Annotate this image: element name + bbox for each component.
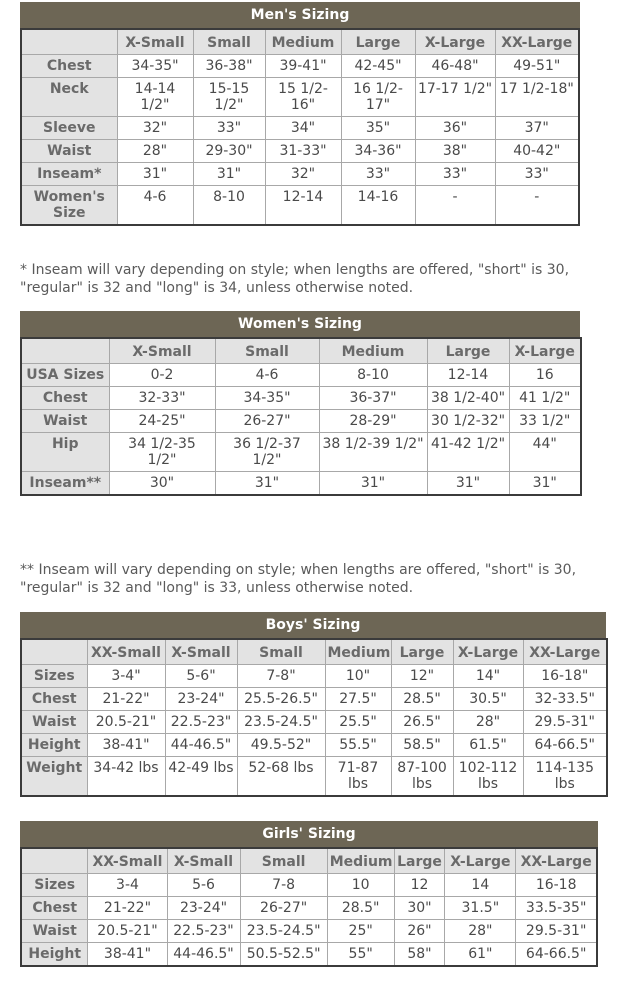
size-cell: 34 1/2-35 1/2" <box>109 433 215 472</box>
table-row <box>21 433 581 472</box>
size-cell: 22.5-23" <box>167 920 240 943</box>
size-column-header: X-Large <box>509 338 581 364</box>
size-cell: 34-35" <box>117 55 193 78</box>
size-column-header: X-Large <box>453 639 523 665</box>
size-cell: 31" <box>117 163 193 186</box>
size-cell: 3-4 <box>88 874 167 897</box>
size-cell: 15-15 1/2" <box>193 78 265 117</box>
size-cell: 34-36" <box>341 140 415 163</box>
table-row <box>21 665 607 688</box>
table-row <box>21 943 597 967</box>
size-cell: 23-24" <box>165 688 237 711</box>
size-cell: 17-17 1/2" <box>415 78 495 117</box>
size-cell: 28" <box>453 711 523 734</box>
size-cell: 38 1/2-40" <box>427 387 509 410</box>
size-cell: 32" <box>117 117 193 140</box>
size-cell: 33 1/2" <box>509 410 581 433</box>
table-row <box>21 186 579 226</box>
boys-sizing-table <box>20 638 608 797</box>
size-cell: 31-33" <box>265 140 341 163</box>
size-cell: 64-66.5" <box>516 943 597 967</box>
size-cell: 7-8" <box>237 665 325 688</box>
size-cell: 16-18 <box>516 874 597 897</box>
size-cell: 38-41" <box>88 943 167 967</box>
size-column-header: Small <box>193 29 265 55</box>
size-cell: 4-6 <box>117 186 193 226</box>
size-column-header: Large <box>394 848 445 874</box>
size-column-header: X-Small <box>109 338 215 364</box>
size-cell: 29.5-31" <box>523 711 607 734</box>
row-label: Chest <box>21 688 87 711</box>
size-cell: 31" <box>319 472 427 496</box>
mens-sizing-title: Men's Sizing <box>20 2 580 28</box>
size-cell: 71-87 lbs <box>325 757 391 797</box>
size-cell: 58" <box>394 943 445 967</box>
size-cell: 24-25" <box>109 410 215 433</box>
row-label: Chest <box>21 897 88 920</box>
size-cell: 40-42" <box>495 140 579 163</box>
size-cell: 15 1/2-16" <box>265 78 341 117</box>
size-column-header: Medium <box>325 639 391 665</box>
row-label: Inseam** <box>21 472 109 496</box>
row-label: Sleeve <box>21 117 117 140</box>
size-cell: 30" <box>109 472 215 496</box>
size-column-header: Medium <box>319 338 427 364</box>
size-cell: 28.5" <box>391 688 453 711</box>
boys-sizing-title: Boys' Sizing <box>20 612 606 638</box>
row-label: Inseam* <box>21 163 117 186</box>
row-label: Height <box>21 943 88 967</box>
row-label: Women's Size <box>21 186 117 226</box>
size-cell: 12" <box>391 665 453 688</box>
size-cell: 30" <box>394 897 445 920</box>
size-cell: 32-33.5" <box>523 688 607 711</box>
size-cell: 46-48" <box>415 55 495 78</box>
size-cell: 36" <box>415 117 495 140</box>
table-row <box>21 688 607 711</box>
size-column-header: Large <box>427 338 509 364</box>
size-cell: 49-51" <box>495 55 579 78</box>
size-cell: 34" <box>265 117 341 140</box>
header-row <box>21 848 597 874</box>
size-cell: 42-45" <box>341 55 415 78</box>
size-cell: 12-14 <box>265 186 341 226</box>
size-column-header: X-Small <box>165 639 237 665</box>
size-cell: 5-6 <box>167 874 240 897</box>
size-cell: 14 <box>445 874 516 897</box>
size-cell: 32" <box>265 163 341 186</box>
row-label: Hip <box>21 433 109 472</box>
size-cell: - <box>415 186 495 226</box>
size-cell: 34-35" <box>215 387 319 410</box>
size-cell: 29-30" <box>193 140 265 163</box>
size-cell: 26" <box>394 920 445 943</box>
size-cell: 44" <box>509 433 581 472</box>
row-label: Height <box>21 734 87 757</box>
size-cell: 26-27" <box>215 410 319 433</box>
size-column-header: X-Small <box>117 29 193 55</box>
size-column-header: XX-Large <box>516 848 597 874</box>
womens-sizing-title: Women's Sizing <box>20 311 580 337</box>
table-row <box>21 472 581 496</box>
size-cell: 22.5-23" <box>165 711 237 734</box>
size-cell: 42-49 lbs <box>165 757 237 797</box>
table-row <box>21 140 579 163</box>
row-label: Sizes <box>21 665 87 688</box>
size-cell: 31" <box>509 472 581 496</box>
size-cell: 31" <box>215 472 319 496</box>
size-cell: 27.5" <box>325 688 391 711</box>
size-cell: 8-10 <box>193 186 265 226</box>
size-cell: 16 <box>509 364 581 387</box>
size-cell: 49.5-52" <box>237 734 325 757</box>
size-cell: 26.5" <box>391 711 453 734</box>
size-cell: 5-6" <box>165 665 237 688</box>
corner-header <box>21 639 87 665</box>
size-cell: 25.5" <box>325 711 391 734</box>
size-column-header: XX-Large <box>495 29 579 55</box>
size-cell: 14-16 <box>341 186 415 226</box>
womens-sizing-table <box>20 337 582 496</box>
size-cell: 33.5-35" <box>516 897 597 920</box>
size-cell: 38" <box>415 140 495 163</box>
size-cell: 21-22" <box>87 688 165 711</box>
size-cell: 35" <box>341 117 415 140</box>
size-cell: 23-24" <box>167 897 240 920</box>
size-cell: 102-112 lbs <box>453 757 523 797</box>
size-cell: 8-10 <box>319 364 427 387</box>
table-row <box>21 163 579 186</box>
size-column-header: X-Small <box>167 848 240 874</box>
size-cell: 21-22" <box>88 897 167 920</box>
size-cell: 36 1/2-37 1/2" <box>215 433 319 472</box>
size-cell: 44-46.5" <box>167 943 240 967</box>
table-row <box>21 874 597 897</box>
table-row <box>21 387 581 410</box>
size-cell: 33" <box>193 117 265 140</box>
size-cell: 34-42 lbs <box>87 757 165 797</box>
size-cell: 29.5-31" <box>516 920 597 943</box>
size-column-header: X-Large <box>415 29 495 55</box>
boys-sizing-block <box>20 612 606 797</box>
row-label: Sizes <box>21 874 88 897</box>
size-cell: 31.5" <box>445 897 516 920</box>
mens-inseam-note: * Inseam will vary depending on style; when lengths are offered, "short" is 30, "regular" is 32 and "long" is 34, unless otherwise noted. <box>20 262 570 296</box>
size-cell: 36-37" <box>319 387 427 410</box>
header-row <box>21 29 579 55</box>
size-cell: 38 1/2-39 1/2" <box>319 433 427 472</box>
table-row <box>21 897 597 920</box>
size-cell: 55" <box>327 943 394 967</box>
womens-inseam-note: ** Inseam will vary depending on style; when lengths are offered, "short" is 30, "regular" is 32 and "long" is 33, unless otherwise noted. <box>20 562 577 596</box>
corner-header <box>21 29 117 55</box>
row-label: Chest <box>21 387 109 410</box>
size-cell: 33" <box>495 163 579 186</box>
size-cell: 20.5-21" <box>87 711 165 734</box>
size-cell: 26-27" <box>240 897 327 920</box>
size-column-header: X-Large <box>445 848 516 874</box>
girls-sizing-block <box>20 821 598 967</box>
size-column-header: Large <box>341 29 415 55</box>
size-cell: - <box>495 186 579 226</box>
size-cell: 38-41" <box>87 734 165 757</box>
size-cell: 36-38" <box>193 55 265 78</box>
size-cell: 58.5" <box>391 734 453 757</box>
size-column-header: XX-Large <box>523 639 607 665</box>
table-row <box>21 410 581 433</box>
size-cell: 87-100 lbs <box>391 757 453 797</box>
size-column-header: Large <box>391 639 453 665</box>
size-cell: 28" <box>445 920 516 943</box>
row-label: Neck <box>21 78 117 117</box>
size-cell: 30.5" <box>453 688 523 711</box>
row-label: Waist <box>21 140 117 163</box>
size-cell: 32-33" <box>109 387 215 410</box>
size-cell: 25.5-26.5" <box>237 688 325 711</box>
size-column-header: XX-Small <box>87 639 165 665</box>
table-row <box>21 55 579 78</box>
row-label: Waist <box>21 711 87 734</box>
size-column-header: Small <box>240 848 327 874</box>
size-cell: 17 1/2-18" <box>495 78 579 117</box>
size-cell: 30 1/2-32" <box>427 410 509 433</box>
size-cell: 3-4" <box>87 665 165 688</box>
size-cell: 64-66.5" <box>523 734 607 757</box>
mens-sizing-table <box>20 28 580 226</box>
size-cell: 31" <box>193 163 265 186</box>
header-row <box>21 639 607 665</box>
size-column-header: Small <box>237 639 325 665</box>
size-cell: 37" <box>495 117 579 140</box>
size-column-header: Medium <box>265 29 341 55</box>
row-label: Weight <box>21 757 87 797</box>
size-cell: 4-6 <box>215 364 319 387</box>
size-cell: 41 1/2" <box>509 387 581 410</box>
size-cell: 0-2 <box>109 364 215 387</box>
size-cell: 12 <box>394 874 445 897</box>
girls-sizing-table <box>20 847 598 967</box>
size-cell: 61" <box>445 943 516 967</box>
size-cell: 14" <box>453 665 523 688</box>
row-label: Waist <box>21 410 109 433</box>
size-cell: 7-8 <box>240 874 327 897</box>
size-cell: 23.5-24.5" <box>240 920 327 943</box>
size-cell: 55.5" <box>325 734 391 757</box>
corner-header <box>21 338 109 364</box>
mens-sizing-block <box>20 2 580 226</box>
corner-header <box>21 848 88 874</box>
size-cell: 52-68 lbs <box>237 757 325 797</box>
size-cell: 61.5" <box>453 734 523 757</box>
size-cell: 12-14 <box>427 364 509 387</box>
size-cell: 16-18" <box>523 665 607 688</box>
size-cell: 28.5" <box>327 897 394 920</box>
table-row <box>21 920 597 943</box>
size-cell: 39-41" <box>265 55 341 78</box>
size-cell: 25" <box>327 920 394 943</box>
size-cell: 50.5-52.5" <box>240 943 327 967</box>
size-cell: 28-29" <box>319 410 427 433</box>
size-cell: 14-14 1/2" <box>117 78 193 117</box>
size-cell: 23.5-24.5" <box>237 711 325 734</box>
size-cell: 20.5-21" <box>88 920 167 943</box>
size-cell: 28" <box>117 140 193 163</box>
header-row <box>21 338 581 364</box>
table-row <box>21 78 579 117</box>
size-cell: 33" <box>341 163 415 186</box>
girls-sizing-title: Girls' Sizing <box>20 821 598 847</box>
table-row <box>21 734 607 757</box>
size-column-header: Small <box>215 338 319 364</box>
womens-sizing-block <box>20 311 580 496</box>
size-cell: 16 1/2-17" <box>341 78 415 117</box>
size-cell: 10" <box>325 665 391 688</box>
size-cell: 10 <box>327 874 394 897</box>
size-cell: 114-135 lbs <box>523 757 607 797</box>
table-row <box>21 757 607 797</box>
table-row <box>21 364 581 387</box>
table-row <box>21 117 579 140</box>
size-column-header: Medium <box>327 848 394 874</box>
size-cell: 44-46.5" <box>165 734 237 757</box>
row-label: Chest <box>21 55 117 78</box>
table-row <box>21 711 607 734</box>
size-column-header: XX-Small <box>88 848 167 874</box>
size-cell: 31" <box>427 472 509 496</box>
size-cell: 33" <box>415 163 495 186</box>
row-label: Waist <box>21 920 88 943</box>
size-cell: 41-42 1/2" <box>427 433 509 472</box>
row-label: USA Sizes <box>21 364 109 387</box>
